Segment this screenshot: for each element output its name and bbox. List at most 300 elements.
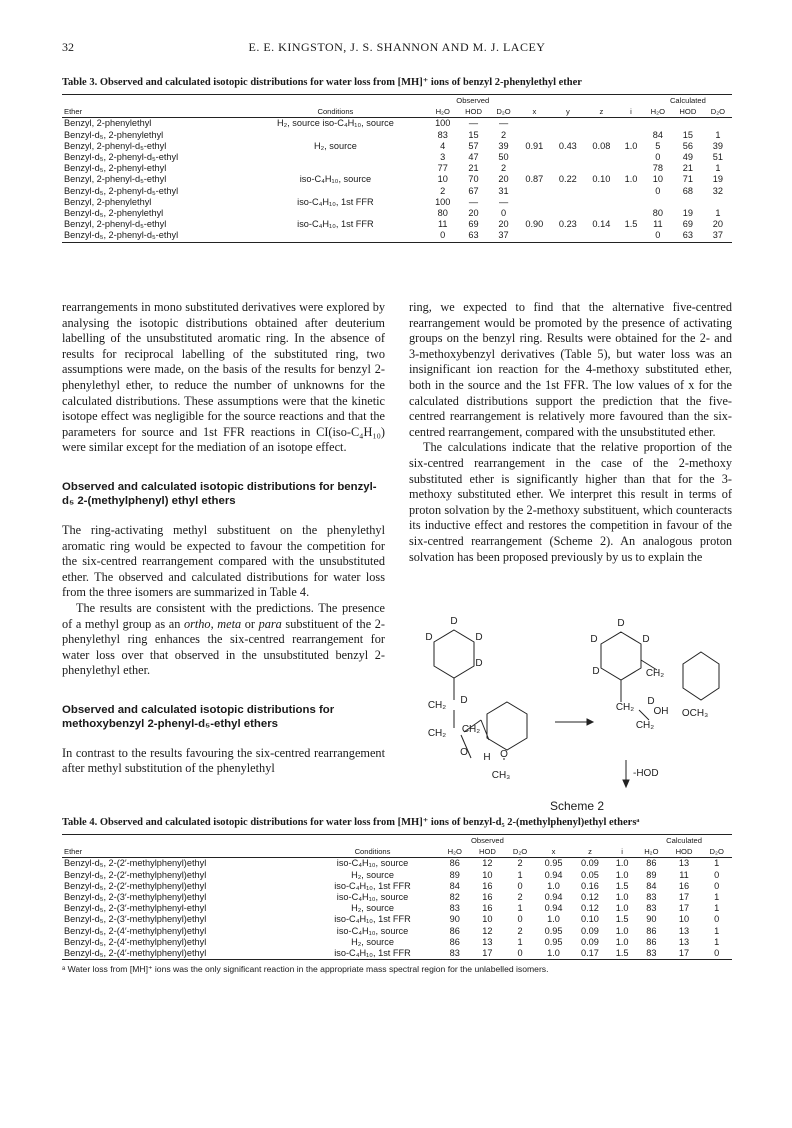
cell-ch2o: 80 [652, 208, 663, 219]
cell-x: 0.90 [525, 219, 544, 230]
cell-cd2o: 1 [714, 892, 720, 903]
spacer [551, 95, 585, 107]
spacer [62, 95, 243, 107]
cell-x [518, 152, 552, 163]
cell-hod: 16 [482, 880, 493, 891]
table3-caption: Table 3. Observed and calculated isotopic distributions for water loss from [MH]⁺ ions of benzyl 2-phenylethyl ether [62, 77, 582, 88]
italic-term: para [258, 616, 282, 631]
cell-chod: 13 [678, 925, 690, 936]
cell-cd2o: 37 [712, 230, 724, 241]
column-header: Conditions [354, 847, 391, 857]
table-row [62, 858, 732, 870]
cell-x [518, 230, 552, 242]
cell-cd2o: 20 [712, 219, 724, 230]
cell-cd2o: 51 [712, 152, 724, 163]
cell-ether: Benzyl-d₅, 2-phenyl-d₅-ethyl [64, 152, 179, 163]
cell-h2o: 83 [449, 903, 460, 914]
cell-d2o: 0 [517, 948, 523, 959]
column-header: H₂O [435, 107, 450, 117]
cell-chod: 15 [682, 129, 693, 140]
cell-cond: iso-C₄H₁₀, source [336, 858, 409, 869]
cell-h2o: 86 [449, 925, 460, 936]
cell-chod: 11 [679, 869, 689, 880]
cell-chod: 13 [678, 936, 690, 947]
cell-chod: 17 [678, 892, 690, 903]
cell-ether: Benzyl-d₅, 2-phenyl-ethyl [64, 163, 167, 174]
cell-ch2o: 5 [655, 140, 661, 151]
cell-d2o: 37 [498, 230, 509, 241]
table-row [62, 870, 732, 881]
cell-d2o: 1 [517, 903, 523, 914]
cell-x: 1.0 [547, 914, 560, 925]
column-header: H₂O [644, 847, 659, 857]
paragraph [62, 601, 385, 679]
cell-ch2o: 0 [655, 185, 661, 196]
cell-ch2o: 86 [646, 925, 657, 936]
cell-ether: Benzyl-d₅, 2-(3′-methylphenyl)ethyl [64, 914, 207, 925]
spacer [306, 835, 440, 847]
cell-z [585, 130, 619, 141]
cell-ether: Benzyl-d₅, 2-phenyl-d₅-ethyl [64, 230, 179, 241]
cell-i [618, 130, 644, 141]
cell-cd2o [704, 118, 732, 130]
cell-ch2o: 83 [646, 892, 657, 903]
atom-label: D [647, 696, 655, 707]
cell-hod: 15 [468, 129, 479, 140]
group-observed: Observed [470, 836, 504, 845]
cell-z: 0.14 [592, 219, 611, 230]
cell-ether: Benzyl-d₅, 2-(4′-methylphenyl)ethyl [64, 925, 207, 936]
atom-label: OCH₃ [681, 708, 709, 719]
cell-chod: 17 [678, 903, 690, 914]
cell-z: 0.08 [592, 140, 611, 151]
cell-ch2o [644, 197, 672, 208]
cell-i [618, 163, 644, 174]
cell-d2o: 2 [500, 129, 507, 140]
cell-z: 0.17 [581, 948, 599, 959]
group-observed: Observed [456, 96, 490, 105]
cell-hod: 12 [482, 925, 493, 936]
cell-x [518, 118, 552, 130]
right-column [409, 300, 732, 565]
cell-x [518, 208, 552, 219]
cell-i [618, 186, 644, 197]
cell-cond: H₂, source [351, 936, 394, 947]
cell-d2o: 0 [517, 914, 523, 925]
cell-ether: Benzyl-d₅, 2-(2′-methylphenyl)ethyl [64, 858, 207, 869]
cell-ch2o: 90 [646, 914, 657, 925]
cell-d2o: 0 [517, 880, 523, 891]
cell-cond [243, 186, 428, 197]
cell-i: 1.0 [615, 869, 629, 880]
cell-x [518, 130, 552, 141]
paragraph: The calculations indicate that the relative proportion of the six-centred rearrangement in the case of the 2-methoxy substituted ether is significantly higher than that for the 3-methoxy substituted ether. We interpret this result in terms of proton solvation by the 2-methoxy substituent, which counteracts its inductive effect and restores the competition in favour of the six-centred rearrangement (Scheme 2). An analogous proton solvation has been proposed previously by us to explain the [409, 440, 732, 564]
cell-hod: 57 [468, 140, 479, 151]
atom-label: CH₂ [645, 668, 665, 679]
paragraph: In contrast to the results favouring the six-centred rearrangement after methyl substitution of the phenylethyl [62, 745, 385, 776]
column-header: Ether [64, 847, 83, 857]
cell-d2o: 0 [500, 208, 507, 219]
cell-chod: 69 [682, 219, 693, 230]
paragraph: ring, we expected to find that the alternative five-centred rearrangement would be promoted by the presence of activating groups on the benzyl ring. Results were obtained for the 2- and 3-methoxybenzyl derivatives (Table 5), but water loss was an insignificant ion reaction for the 4-methoxy substituted ether, both in the source and the 1st FFR. The low values of x for the calculated distributions support the prediction that the five-centred rearrangement is relatively more favoured than the six-centred rearrangement, compared with the unsubstituted ether. [409, 300, 732, 439]
cell-h2o: 89 [449, 869, 460, 880]
cell-z [585, 197, 619, 208]
cell-h2o: 100 [435, 118, 451, 129]
cell-d2o: 39 [498, 140, 509, 151]
cell-x: 0.91 [525, 140, 544, 151]
cell-cond [243, 230, 428, 242]
scheme-structure [409, 610, 729, 800]
table-row [62, 914, 732, 925]
cell-hod: 47 [468, 152, 479, 163]
cell-cd2o: 1 [714, 925, 720, 936]
cell-i: 1.5 [615, 880, 629, 891]
cell-hod: 12 [482, 858, 493, 869]
cell-hod: 70 [468, 174, 479, 185]
cell-d2o: 31 [498, 185, 509, 196]
cell-cond: iso-C₄H₁₀, 1st FFR [297, 219, 374, 230]
cell-h2o: 82 [449, 892, 460, 903]
paragraph: rearrangements in mono substituted derivatives were explored by analysing the isotopic distributions obtained after deuterium labelling of the unsubstituted aromatic ring. In the absence of results for reciprocal labelling of the substituted ring, two assumptions were made, on the basis of the results for benzyl 2-phenylethyl ether, to reduce the number of unknowns for the calculated distributions. These assumptions were that the kinetic isotope effect was negligible for the source reactions and that the parameters for source and 1st FFR reactions in CI(iso-C₄H₁₀) were similar except for the mediation of an isotope effect. [62, 300, 385, 455]
cell-chod: 56 [682, 140, 693, 151]
cell-cond: iso-C₄H₁₀, 1st FFR [334, 914, 411, 925]
cell-ch2o: 10 [652, 174, 663, 185]
column-header: z [588, 847, 592, 857]
atom-label: CH₂ [427, 700, 447, 711]
cell-x: 0.94 [544, 903, 563, 914]
cell-h2o: 83 [437, 129, 448, 140]
cell-h2o: 77 [437, 163, 448, 174]
left-column [62, 300, 385, 777]
cell-y: 0.22 [558, 174, 577, 185]
cell-cd2o: 1 [715, 129, 721, 140]
table-row [62, 163, 732, 174]
cell-ether: Benzyl, 2-phenylethyl [64, 196, 152, 207]
cell-ether: Benzyl-d₅, 2-(2′-methylphenyl)ethyl [64, 869, 207, 880]
atom-label: O [460, 747, 468, 758]
cell-ether: Benzyl-d₅, 2-phenyl-d₅-ethyl [64, 185, 179, 196]
cell-i [618, 197, 644, 208]
cell-z [585, 118, 619, 130]
table-row [62, 130, 732, 141]
cell-ether: Benzyl, 2-phenyl-d₅-ethyl [64, 219, 167, 230]
cell-ether: Benzyl, 2-phenyl-d₅-ethyl [64, 174, 167, 185]
cell-ch2o: 83 [646, 903, 657, 914]
cell-z: 0.10 [592, 174, 611, 185]
cell-ch2o: 84 [646, 880, 657, 891]
cell-chod: 68 [682, 185, 693, 196]
cell-x [518, 186, 552, 197]
cell-x: 0.95 [544, 925, 563, 936]
cell-z: 0.16 [581, 880, 599, 891]
running-head-authors: E. E. KINGSTON, J. S. SHANNON AND M. J. LACEY [248, 40, 546, 54]
cell-h2o: 84 [449, 880, 460, 891]
spacer [243, 95, 428, 107]
cell-d2o: 2 [500, 163, 507, 174]
cell-d2o: 1 [517, 936, 523, 947]
column-header: D₂O [709, 847, 724, 857]
cell-d2o: 20 [498, 174, 509, 185]
cell-h2o: 86 [449, 858, 460, 869]
cell-cd2o: 1 [714, 936, 720, 947]
cell-d2o: 20 [498, 219, 509, 230]
cell-cond: iso-C₄H₁₀, source [336, 925, 409, 936]
cell-i: 1.0 [615, 903, 629, 914]
atom-label: CH₂ [615, 702, 635, 713]
cell-d2o: 2 [517, 892, 523, 903]
table4-block [62, 816, 732, 975]
column-header: HOD [465, 107, 482, 117]
cell-h2o: 90 [449, 914, 460, 925]
table-row [62, 118, 732, 130]
group-calculated: Calculated [669, 96, 706, 105]
cell-cond [243, 208, 428, 219]
cell-hod: — [468, 118, 479, 129]
cell-ether: Benzyl, 2-phenyl-d₅-ethyl [64, 140, 167, 151]
arrow-head [587, 719, 593, 725]
cell-d2o: 2 [517, 858, 523, 869]
cell-y: 0.43 [558, 140, 577, 151]
cell-chod [672, 197, 704, 208]
cell-chod: 17 [678, 948, 690, 959]
cell-z: 0.09 [581, 858, 599, 869]
cell-ch2o: 89 [646, 869, 657, 880]
cell-x [518, 163, 552, 174]
cell-hod: 21 [468, 163, 479, 174]
cell-h2o: 2 [440, 185, 446, 196]
cell-cond: H₂, source iso-C₄H₁₀, source [276, 118, 394, 129]
cell-cd2o [704, 197, 732, 208]
cell-ether: Benzyl-d₅, 2-(4′-methylphenyl)ethyl [64, 936, 207, 947]
cell-i: 1.0 [624, 140, 638, 151]
table-row [62, 937, 732, 948]
cell-chod: 49 [682, 152, 693, 163]
spacer [535, 835, 571, 847]
cell-i: 1.0 [615, 936, 629, 947]
table4-group-header [62, 835, 732, 847]
cell-y [551, 130, 585, 141]
cell-y: 0.23 [558, 219, 577, 230]
cell-ch2o [644, 118, 672, 130]
cell-cond [243, 130, 428, 141]
table-row [62, 141, 732, 152]
cell-ether: Benzyl-d₅, 2-(2′-methylphenyl)ethyl [64, 880, 207, 891]
cell-x: 0.94 [544, 892, 563, 903]
cell-hod: 13 [482, 936, 493, 947]
table-row [62, 197, 732, 208]
cell-cd2o: 1 [715, 163, 721, 174]
cell-z [585, 186, 619, 197]
cell-ether: Benzyl-d₅, 2-(3′-methylphenyl-ethyl [64, 903, 207, 914]
cell-i: 1.5 [624, 219, 638, 230]
atom-label: D [590, 634, 598, 645]
cell-z: 0.05 [581, 869, 599, 880]
page-number: 32 [62, 40, 74, 54]
cell-i [618, 208, 644, 219]
table3 [62, 94, 732, 243]
cell-ch2o: 84 [652, 129, 663, 140]
spacer [518, 95, 552, 107]
cell-x: 0.95 [544, 936, 563, 947]
cell-cond: iso-C₄H₁₀, source [299, 174, 372, 185]
cell-d2o: — [498, 196, 509, 207]
cell-cond: iso-C₄H₁₀, source [336, 892, 409, 903]
atom-label: OH [653, 706, 669, 717]
spacer [585, 95, 619, 107]
text-run: The results are consistent with the predictions. The presence of a methyl group as an [62, 600, 385, 631]
cell-hod: 17 [482, 948, 493, 959]
cell-i: 1.0 [615, 925, 629, 936]
cell-y [551, 118, 585, 130]
cell-y [551, 152, 585, 163]
column-header: D₂O [710, 107, 726, 117]
paragraph: The ring-activating methyl substituent on the phenylethyl aromatic ring would be expected to favour the competition for the six-centred rearrangement compared with the unsubstituted ether. The observed and calculated distributions for water loss from the three isomers are summarized in Table 4. [62, 522, 385, 600]
cell-x: 0.94 [544, 869, 563, 880]
cell-ether: Benzyl-d₅, 2-(3′-methylphenyl)ethyl [64, 892, 207, 903]
cell-cd2o: 0 [714, 914, 720, 925]
cell-ch2o: 0 [655, 152, 661, 163]
cell-z: 0.12 [581, 892, 599, 903]
atom-label: D [425, 632, 433, 643]
cell-chod: 16 [678, 880, 690, 891]
table-row [62, 881, 732, 892]
cell-y [551, 186, 585, 197]
cell-cd2o: 19 [712, 174, 724, 185]
table-row [62, 892, 732, 903]
table4-footnote: ᵃ Water loss from [MH]⁺ ions was the only significant reaction in the appropriate mass spectral region for the unlabelled isomers. [62, 964, 549, 975]
cell-ch2o: 78 [652, 163, 663, 174]
column-header: H₂O [650, 107, 666, 117]
atom-label: H [483, 752, 491, 763]
table-row [62, 152, 732, 163]
cell-hod: 10 [482, 869, 493, 880]
cell-cond: iso-C₄H₁₀, 1st FFR [334, 948, 411, 959]
atom-label: CH₂ [427, 728, 447, 739]
cell-z: 0.09 [581, 936, 599, 947]
column-header: D₂O [512, 847, 528, 857]
table-row [62, 230, 732, 242]
cell-chod: 13 [678, 858, 690, 869]
cell-chod: 19 [682, 208, 693, 219]
cell-d2o: 1 [517, 869, 523, 880]
cell-cd2o: 0 [714, 948, 720, 959]
cell-z: 0.10 [581, 914, 599, 925]
cell-cd2o: 1 [714, 903, 720, 914]
running-head [62, 40, 732, 58]
cell-hod: 67 [468, 185, 479, 196]
cell-x: 0.87 [525, 174, 544, 185]
cell-hod: 20 [468, 208, 479, 219]
italic-term: ortho, meta [183, 616, 242, 631]
cell-chod: 21 [682, 163, 693, 174]
cell-cd2o: 32 [712, 185, 724, 196]
cell-hod: 69 [468, 219, 479, 230]
cell-chod: 63 [682, 230, 693, 241]
cell-h2o: 11 [437, 219, 448, 230]
text-run: substituent of the 2-phenylethyl ring enhances the six-centred rearrangement for water loss over that observed in the unsubstituted benzyl 2-phenylethyl ether. [62, 616, 385, 678]
table-row [62, 186, 732, 197]
cell-x [518, 197, 552, 208]
spacer [62, 835, 306, 847]
table-row [62, 926, 732, 937]
elimination-arrow-head [623, 780, 629, 787]
table-row [62, 174, 732, 185]
atom-label: D [642, 634, 650, 645]
cell-z [585, 208, 619, 219]
column-header: i [621, 847, 623, 857]
column-header: y [565, 107, 570, 117]
cell-chod: 10 [678, 914, 690, 925]
cell-ch2o: 86 [646, 858, 657, 869]
column-header: HOD [675, 847, 693, 857]
cell-cd2o: 1 [714, 858, 720, 869]
atom-label: D [617, 618, 625, 629]
atom-label: CH₂ [461, 724, 481, 735]
atom-label: D [450, 616, 458, 627]
cell-d2o: 2 [517, 925, 523, 936]
atom-label: D [475, 632, 483, 643]
cell-cond: iso-C₄H₁₀, 1st FFR [297, 196, 374, 207]
column-header: D₂O [496, 107, 511, 117]
cell-d2o: — [498, 118, 509, 129]
table3-group-header [62, 95, 732, 107]
cell-h2o: 80 [437, 208, 448, 219]
section-heading: Observed and calculated isotopic distributions for methoxybenzyl 2-phenyl-d₅-ethyl ethers [62, 703, 335, 731]
cell-y [551, 197, 585, 208]
cell-i: 1.0 [615, 892, 629, 903]
cell-d2o: 50 [498, 152, 509, 163]
column-header: Ether [64, 107, 83, 117]
column-header: x [551, 847, 556, 857]
table4-caption: Table 4. Observed and calculated isotopic distributions for water loss from [MH]⁺ ions of benzyl-d₅ 2-(methylphenyl)ethyl ethersᵃ [62, 817, 640, 828]
cell-x: 1.0 [547, 880, 560, 891]
cell-ch2o: 11 [653, 219, 663, 230]
column-header: x [532, 107, 537, 117]
cell-i: 1.5 [615, 914, 629, 925]
cell-cond: H₂, source [313, 140, 357, 151]
cell-ether: Benzyl-d₅, 2-phenylethyl [64, 208, 164, 219]
cell-cd2o: 0 [714, 869, 720, 880]
cell-cond [243, 163, 428, 174]
cell-y [551, 230, 585, 242]
atom-label: CH₃ [491, 770, 511, 781]
cell-h2o: 3 [440, 152, 446, 163]
cell-ether: Benzyl-d₅, 2-phenylethyl [64, 129, 164, 140]
cell-x: 0.95 [544, 858, 563, 869]
cell-hod: — [468, 196, 479, 207]
table-row [62, 208, 732, 219]
cell-h2o: 83 [449, 948, 460, 959]
cell-i: 1.0 [615, 858, 629, 869]
column-header: HOD [679, 107, 697, 117]
cell-hod: 16 [482, 892, 493, 903]
cell-hod: 63 [468, 230, 479, 241]
table-row [62, 903, 732, 914]
cell-z: 0.12 [581, 903, 599, 914]
spacer [572, 835, 608, 847]
page-header [62, 40, 732, 243]
cell-i: 1.5 [615, 948, 629, 959]
cell-ether: Benzyl, 2-phenylethyl [64, 118, 152, 129]
atom-label: CH₂ [635, 720, 655, 731]
section-heading: Observed and calculated isotopic distributions for benzyl-d₅ 2-(methylphenyl) ethyl ethers [62, 480, 377, 508]
spacer [618, 95, 644, 107]
text-run: or [244, 616, 255, 631]
cell-i: 1.0 [624, 174, 638, 185]
cell-cond: H₂, source [351, 903, 394, 914]
column-header: z [599, 107, 604, 117]
cell-ch2o: 0 [655, 230, 661, 241]
